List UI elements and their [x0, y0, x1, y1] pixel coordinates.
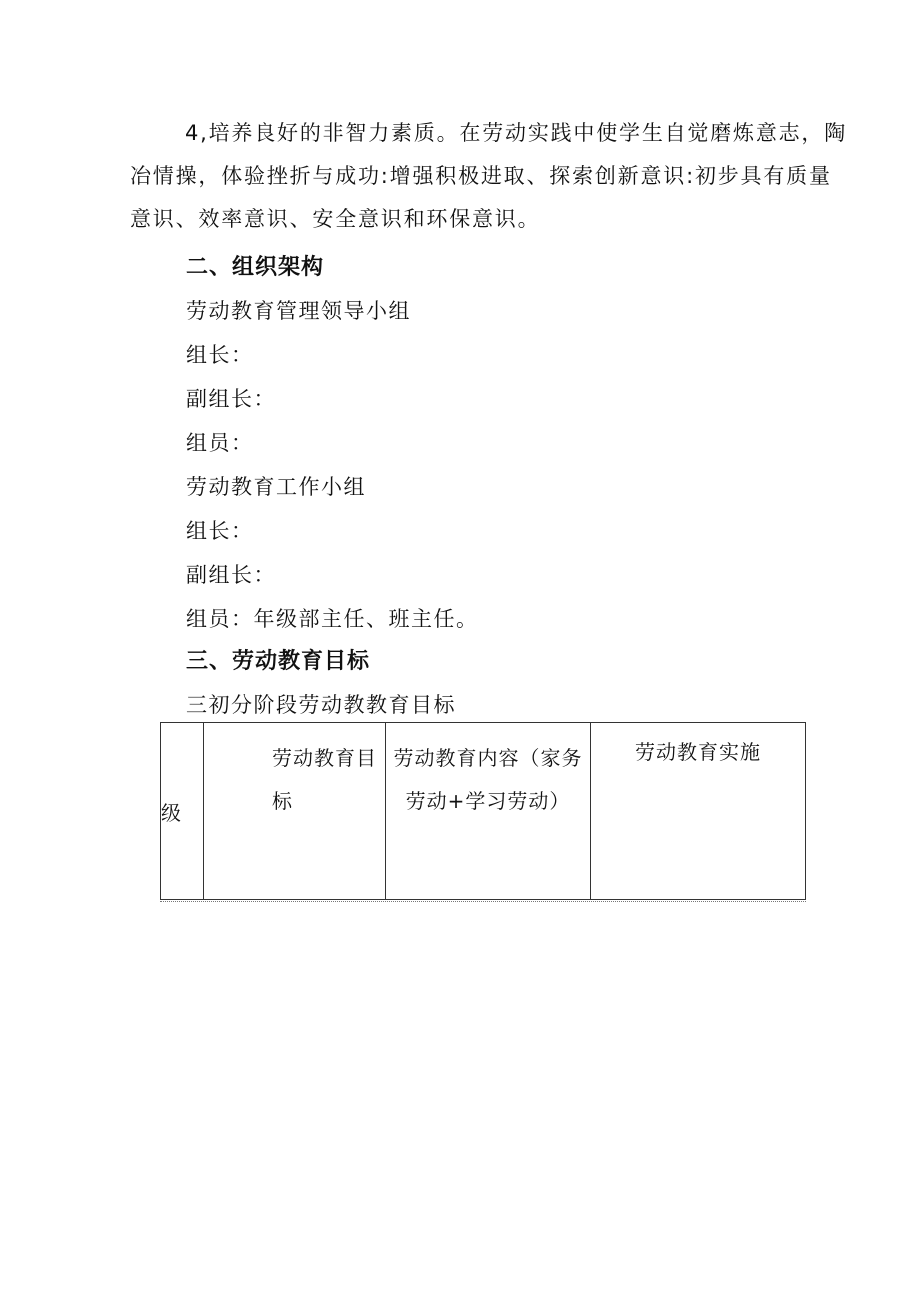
table-row: [161, 723, 806, 900]
members-line-1: 组员：: [186, 431, 254, 455]
deputy-leader-line-2: 副组长：: [186, 563, 276, 587]
table-cell-content: 劳动教育内容（家务劳动+学习劳动）: [386, 723, 591, 900]
paragraph-4: 4,培养良好的非智力素质。在劳动实践中使学生自觉磨炼意志，陶冶情操，体验挫折与成功:增强积极进取、探索创新意识:初步具有质量意识、效率意识、安全意识和环保意识。: [130, 121, 848, 231]
section-2-heading: 二、组织架构: [186, 255, 325, 280]
section-3-heading: 三、劳动教育目标: [186, 649, 371, 674]
table-bottom-rule: [160, 901, 806, 902]
leadership-group-title: 劳动教育管理领导小组: [186, 299, 411, 323]
table-caption: 三初分阶段劳动教教育目标: [186, 693, 456, 717]
leader-line-1: 组长：: [186, 343, 254, 367]
members-line-2: 组员：年级部主任、班主任。: [186, 607, 479, 631]
table-cell-grade: 级: [161, 723, 204, 900]
deputy-leader-line-1: 副组长：: [186, 387, 276, 411]
table-cell-implementation: 劳动教育实施: [591, 723, 806, 900]
table-cell-goals: 劳动教育目标: [204, 723, 386, 900]
goals-table: [160, 722, 806, 900]
leader-line-2: 组长：: [186, 519, 254, 543]
work-group-title: 劳动教育工作小组: [186, 475, 366, 499]
